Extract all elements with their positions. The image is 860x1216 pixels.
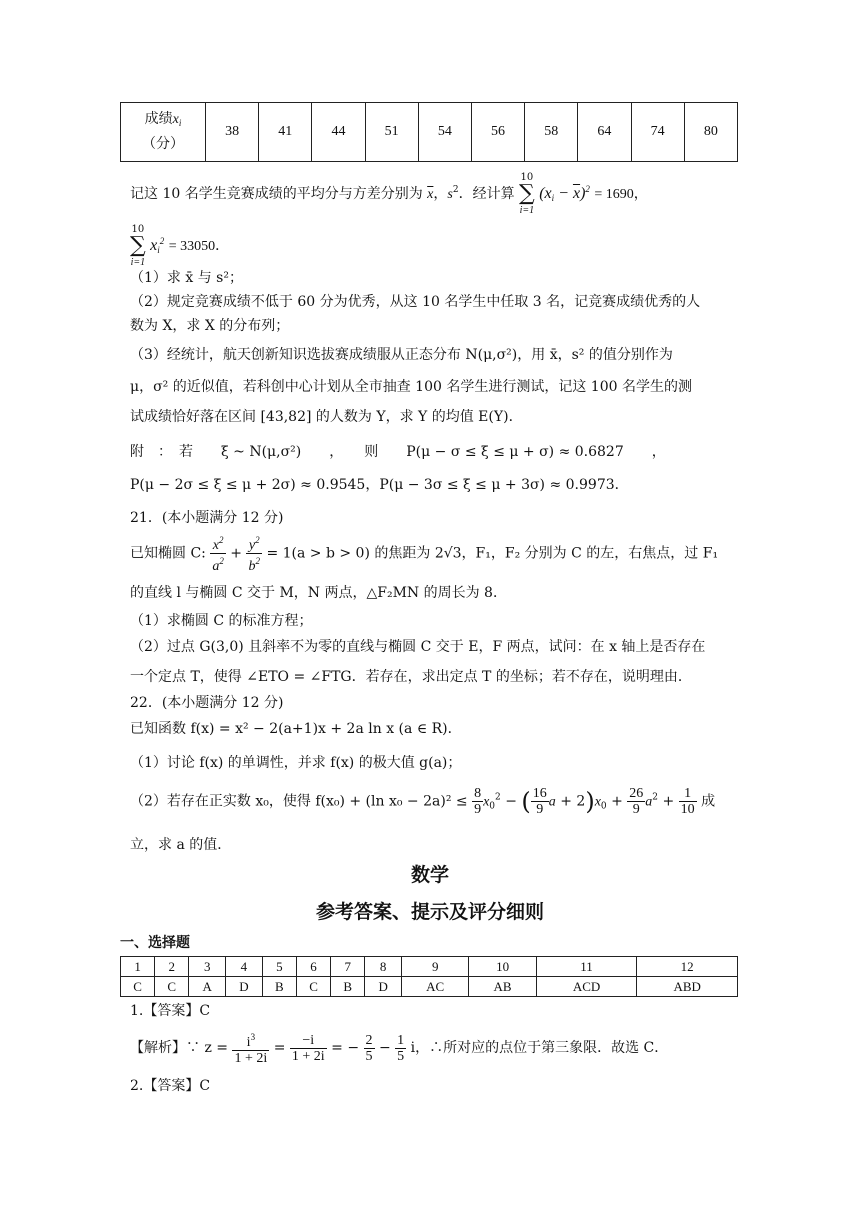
q20-part3b: μ，σ² 的近似值，若科创中心计划从全市抽查 100 名学生进行测试，记这 100 名学生的测 xyxy=(130,379,692,395)
q22-p2-pre: （2）若存在正实数 x₀，使得 f(x₀) + (ln x₀ − 2a)² ≤ xyxy=(130,793,468,810)
intro-line-2: 10 ∑ i=1 $x_i^2 = 33050$． xyxy=(130,224,230,268)
question-number: 3 xyxy=(189,957,226,977)
question-number: 6 xyxy=(296,957,330,977)
answer-table xyxy=(120,956,738,997)
question-number: 7 xyxy=(331,957,365,977)
q21-heading: 21．(本小题满分 12 分) xyxy=(130,510,284,526)
q20-part2b: 数为 X，求 X 的分布列； xyxy=(130,318,290,334)
score-cell: 51 xyxy=(365,103,418,162)
header-label: 成绩 xyxy=(144,111,173,127)
header-var: x xyxy=(172,111,179,127)
q22-part2a: （2）若存在正实数 x₀，使得 f(x₀) + (ln x₀ − 2a)² ≤ $\frac{8}{9}$ $x_0^2$ − ( $\frac{16}{9}$ $a + 2)x_0$ + $\frac{26}{9}$ $a^2$ + $\frac{1}{10}$ 成 xyxy=(130,786,716,817)
analysis-pre: 【解析】∵ z = xyxy=(130,1040,229,1056)
q21-part1: （1）求椭圆 C 的标准方程； xyxy=(130,613,313,629)
q22-part1: （1）讨论 f(x) 的单调性，并求 f(x) 的极大值 g(a)； xyxy=(130,755,462,771)
answer-key: AB xyxy=(469,977,536,997)
table-row xyxy=(121,957,738,977)
question-number: 11 xyxy=(536,957,637,977)
answer-key: AC xyxy=(402,977,469,997)
intro-mid: ．经计算 xyxy=(458,186,515,202)
q20-appendix-a: 附 ： 若 ξ ~ N(μ,σ²) ， 则 P(μ − σ ≤ ξ ≤ μ + σ) ≈ 0.6827 ， xyxy=(130,444,666,460)
header-sub: i xyxy=(178,117,182,128)
question-number: 8 xyxy=(365,957,402,977)
answer-key: ABD xyxy=(637,977,738,997)
question-number: 9 xyxy=(402,957,469,977)
sum-symbol: 10 ∑ i=1 xyxy=(130,224,146,268)
answer-key: C xyxy=(155,977,189,997)
score-cell: 56 xyxy=(471,103,524,162)
score-table xyxy=(120,102,738,162)
answer-key: B xyxy=(331,977,365,997)
answers-title: 数学 xyxy=(410,864,449,886)
q20-part1: （1）求 x̄ 与 s²； xyxy=(130,270,243,286)
score-cell: 58 xyxy=(525,103,578,162)
q22-heading: 22．(本小题满分 12 分) xyxy=(130,695,284,711)
q21-part2a: （2）过点 G(3,0) 且斜率不为零的直线与椭圆 C 交于 E，F 两点，试问：在 x 轴上是否存在 xyxy=(130,639,706,655)
table-row xyxy=(121,977,738,997)
question-number: 5 xyxy=(262,957,296,977)
q20-part3a: （3）经统计，航天创新知识选拔赛成绩服从正态分布 N(μ,σ²)，用 x̄，s² 的值分别作为 xyxy=(130,347,673,363)
answer-2: 2.【答案】C xyxy=(130,1078,211,1094)
answer-key: D xyxy=(226,977,263,997)
answer-key: B xyxy=(262,977,296,997)
answer-key: D xyxy=(365,977,402,997)
score-header-cell xyxy=(121,103,206,162)
table-row xyxy=(121,103,738,162)
header-unit: （分） xyxy=(142,136,184,152)
score-cell: 74 xyxy=(631,103,684,162)
question-number: 4 xyxy=(226,957,263,977)
answers-subtitle: 参考答案、提示及评分细则 xyxy=(315,901,544,923)
answer-key: C xyxy=(296,977,330,997)
intro-line-1: 记这 10 名学生竞赛成绩的平均分与方差分别为 $\overline{x}$，$s^2$．经计算 10 ∑ i=1 $(x_i - \overline{x})^2 = 1690$， xyxy=(130,172,648,216)
score-cell: 80 xyxy=(684,103,737,162)
q21-part2b: 一个定点 T，使得 ∠ETO = ∠FTG．若存在，求出定点 T 的坐标；若不存在，说明理由． xyxy=(130,669,692,685)
sum-bottom: i=1 xyxy=(519,205,535,216)
q21-l1-pre: 已知椭圆 C: xyxy=(130,545,206,562)
analysis-1: 【解析】∵ z = $\frac{i^3}{1 + 2i}$ = $\frac{-i}{1 + 2i}$ = − $\frac{2}{5}$ − $\frac{1}{5}$ i，∴所对应的点位于第三象限．故选 C． xyxy=(130,1032,669,1066)
answer-key: ACD xyxy=(536,977,637,997)
q21-line-2: 的直线 l 与椭圆 C 交于 M，N 两点，△F₂MN 的周长为 8． xyxy=(130,585,507,601)
score-cell: 41 xyxy=(259,103,312,162)
analysis-post: i，∴所对应的点位于第三象限．故选 C． xyxy=(410,1040,669,1056)
answer-key: C xyxy=(121,977,155,997)
q20-appendix-b: P(μ − 2σ ≤ ξ ≤ μ + 2σ) ≈ 0.9545，P(μ − 3σ ≤ ξ ≤ μ + 3σ) ≈ 0.9973． xyxy=(130,477,629,493)
q22-line-1: 已知函数 f(x) = x² − 2(a+1)x + 2a ln x (a ∈ R)． xyxy=(130,721,462,737)
q22-part2b: 立，求 a 的值． xyxy=(130,837,232,853)
question-number: 12 xyxy=(637,957,738,977)
question-number: 10 xyxy=(469,957,536,977)
question-number: 1 xyxy=(121,957,155,977)
sum-top: 10 xyxy=(520,172,534,183)
score-cell: 38 xyxy=(206,103,259,162)
q20-part2a: （2）规定竞赛成绩不低于 60 分为优秀，从这 10 名学生中任取 3 名，记竞赛成绩优秀的人 xyxy=(130,294,701,310)
score-cell: 64 xyxy=(578,103,631,162)
score-cell: 54 xyxy=(418,103,471,162)
sum-symbol: 10 ∑ i=1 xyxy=(519,172,535,216)
intro-text: 记这 10 名学生竞赛成绩的平均分与方差分别为 xyxy=(130,186,423,202)
sum-bottom: i=1 xyxy=(130,257,146,268)
score-cell: 44 xyxy=(312,103,365,162)
answer-key: A xyxy=(189,977,226,997)
question-number: 2 xyxy=(155,957,189,977)
sum-value-2: = 33050． xyxy=(168,239,230,254)
q22-p2-end: 成 xyxy=(701,793,716,810)
sum-top: 10 xyxy=(131,224,145,235)
answer-1: 1.【答案】C xyxy=(130,1003,211,1019)
sum-value-1: = 1690， xyxy=(594,187,648,202)
q21-line-1: 已知椭圆 C: $\frac{x^2}{a^2}$ + $\frac{y^2}{b^2}$ = 1(a > b > 0) 的焦距为 2√3，F₁，F₂ 分别为 C 的左，右焦点，过 F₁ xyxy=(130,535,719,574)
q20-part3c: 试成绩恰好落在区间 [43,82] 的人数为 Y，求 Y 的均值 E(Y)． xyxy=(130,409,523,425)
q21-l1-post: = 1(a > b > 0) 的焦距为 2√3，F₁，F₂ 分别为 C 的左，右焦点，过 F₁ xyxy=(266,545,719,562)
section-heading: 一、选择题 xyxy=(120,935,190,951)
